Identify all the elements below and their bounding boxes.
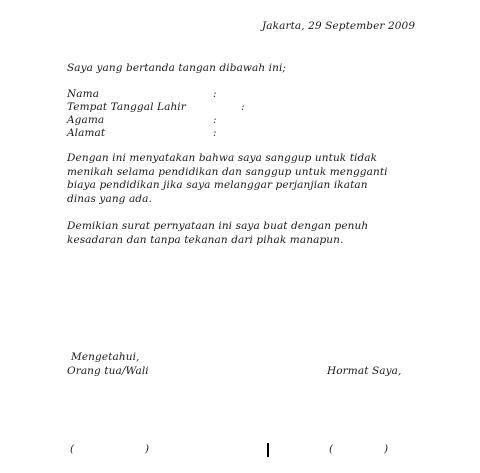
- statement-line: dinas yang ada.: [67, 193, 152, 206]
- field-label-birth: Tempat Tanggal Lahir: [67, 101, 186, 113]
- signature-right-close: ): [384, 443, 389, 455]
- statement-line: Dengan ini menyatakan bahwa saya sanggup untuk tidak: [67, 152, 378, 164]
- opening-line: Saya yang bertanda tangan dibawah ini;: [67, 62, 287, 74]
- field-label-address: Alamat: [67, 127, 106, 139]
- statement-paragraph: [67, 152, 388, 207]
- signature-left-open: (: [70, 443, 75, 455]
- closing-paragraph: [67, 220, 368, 247]
- acknowledged-label: Mengetahui,: [71, 351, 140, 363]
- place-date: Jakarta, 29 September 2009: [262, 20, 416, 32]
- respectfully-label: Hormat Saya,: [327, 365, 402, 377]
- field-colon-birth: :: [241, 101, 245, 113]
- guardian-label: Orang tua/Wali: [67, 365, 149, 377]
- field-colon-address: :: [213, 127, 217, 139]
- closing-line: kesadaran dan tanpa tekanan dari pihak manapun.: [67, 233, 344, 246]
- signature-left-close: ): [145, 443, 150, 455]
- statement-line: menikah selama pendidikan dan sanggup untuk mengganti: [67, 165, 388, 178]
- field-colon-religion: :: [213, 114, 217, 126]
- closing-line: Demikian surat pernyataan ini saya buat dengan penuh: [67, 220, 369, 232]
- field-label-name: Nama: [67, 88, 100, 100]
- text-cursor[interactable]: [267, 443, 269, 457]
- field-label-religion: Agama: [67, 114, 105, 126]
- signature-right-open: (: [329, 443, 334, 455]
- statement-line: biaya pendidikan jika saya melanggar perjanjian ikatan: [67, 179, 368, 192]
- field-colon-name: :: [213, 88, 217, 100]
